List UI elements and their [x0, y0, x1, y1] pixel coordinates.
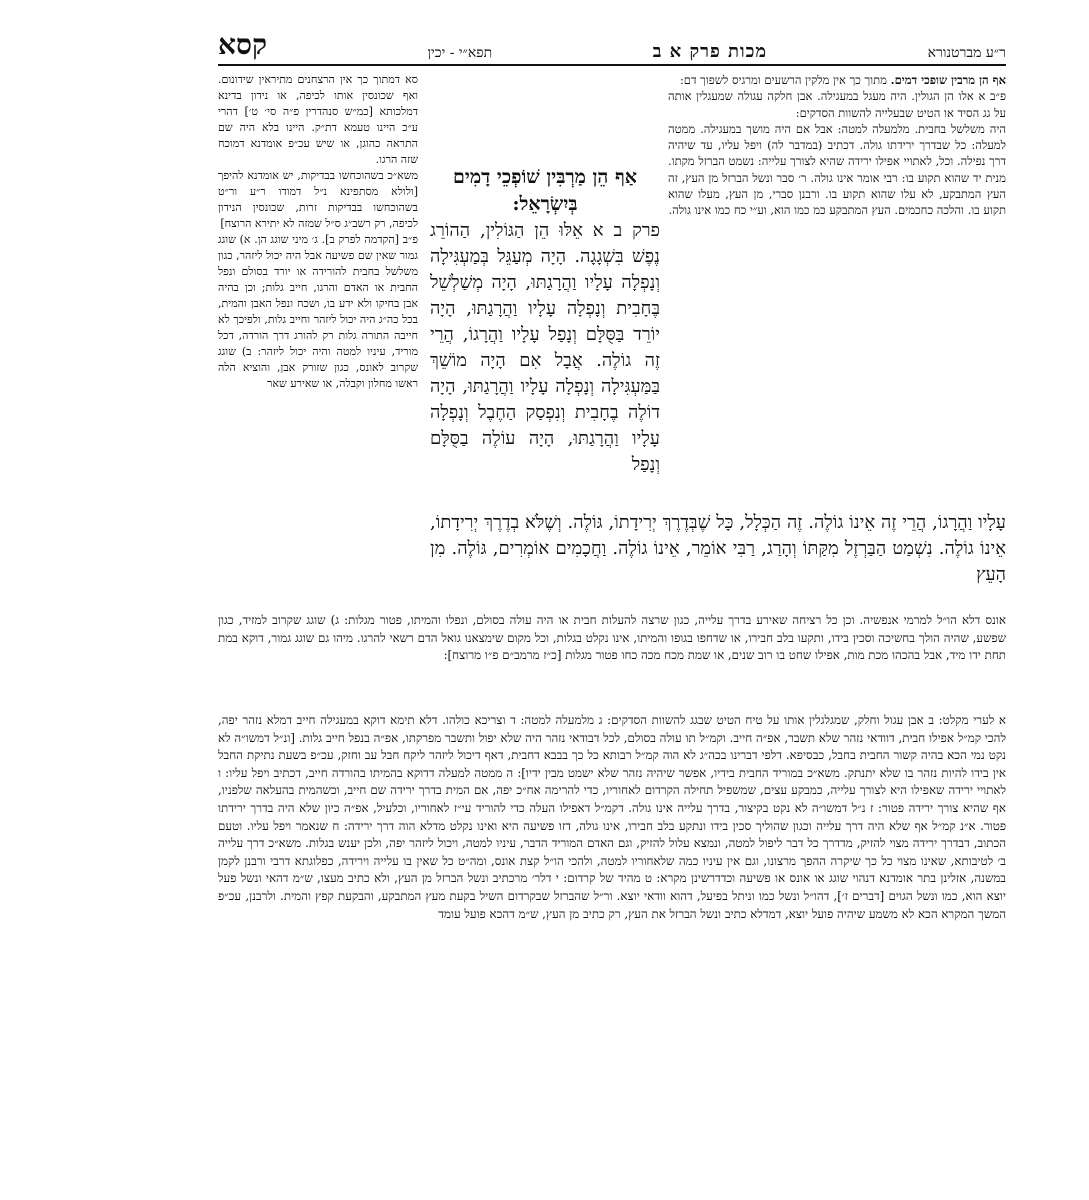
mishna-body: פרק ב א אֵלּוּ הֵן הַגּוֹלִין, הַהוֹרֵג נֶפֶשׁ בִּשְׁגָגָה. הָיָה מְעַגֵּל בְּמַעְגִּילָה וְנָפְלָה עָלָיו וַהֲרָגַתּוּ, הָיָה מְשַׁלְשֵׁל בֶּחָבִית וְנָפְלָה עָלָיו וַהֲרָגַתּוּ, הָיָה יוֹרֵד בַּסֻּלָּם וְנָפַל עָלָיו וַהֲרָגוֹ, הֲרֵי זֶה גוֹלֶה. אֲבָל אִם הָיָה מוֹשֵׁךְ בַּמַּעְגִּילָה וְנָפְלָה עָלָיו וַהֲרָגַתּוּ, הָיָה דוֹלֶה בֶחָבִית וְנִפְסַק הַחֶבֶל וְנָפְלָה עָלָיו וַהֲרָגַתּוּ, הָיָה עוֹלֶה בַסֻּלָּם וְנָפַל: [430, 220, 660, 475]
bartenura-column: [668, 72, 1006, 510]
header-date-line: תפא״י - יכין: [427, 45, 493, 61]
commentary-bottom-2: א לערי מקלט: ב אבן עגול וחלק, שמגלגלין אותו על טיח הטיט שבגג להשוות הסדקים: ג מלמעלה למטה: ד וצריכא כולהו. דלא תימא דוקא במעגילה חייב דמלא נזהר יפה, להכי קמ״ל אפילו חבית, דוודאי נזהר שלא תשבר, אפ״ה חייב. וקמ״ל תו עולה בסולם, לכל דבודאי נזהר היה שלא יפול ותשבר מפרקתו, אפ״ה בנפל חייב גלות. [ונ״ל דמשו״ה לא נקט נמי הכא בהיה קשור החבית בחבל, כבסיפא. דלפי דברינו בכה״ג לא הוה קמ״ל רבותא כל כך בבבא דחבית, דאף דיכול ליזהר ליקח חבל עב וחזק, עכ״פ בשעת נתיקת החבל אין בידו להיות נזהר בו שלא יתנתק. משא״כ במוריד החבית בידיו, אפשר שיהיה נזהר שלא ישמט מבין ידיו]: ה ממטה למעלה דדוקא בהמיתו בהורדה חייב, דכתיב ויפל עליו: ו לאתויי ירידה שאפילו היא לצורך עלייה, כמבקע עצים, שמשפיל תחילה הקרדום לאחוריו, כדי להרימה אח״כ יפה, אם המית בדרך ירידה שם חייב, וכשהמית בהעלאה שלפניו, אף שהיא צורך ירידה פטור: ז נ״ל דמשו״ה לא נקט בקיצור, בדרך עלייה אינו גולה. דקמ״ל דאפילו העלה כדי להוריד עי״ז לאחוריו, וכלעיל, אפ״ה כיון שלא היה בדרך ירידתו פטור. א״נ קמ״ל אף שלא היה דרך עלייה וכגון שהוליך סכין בידו ונתקע בלב חבירו, אינו גולה, דזו פשיעה היא ואינו נקלט מדלא הוה דרך ירידה: ח שנאמר ויפל עליו. וטעם הכתוב, דבדרך ירידה מצוי להזיק, מדדרך כל דבר ליפול למטה, ונמצא עלול להזיק, וגם האדם המוריד הדבר, עיניו למטה, ויכול ליזהר יפה, ולכן יענש בגלות. משא״כ דרך עלייה ב׳ לטיבותא, שאינו מצוי כל כך שיקרה ההפך מרצונו, וגם אין עיניו כמה שלאחוריו למטה, ולהכי הו״ל קצת אונס, ומה״ט כל שאין בו עלייה וירידה, כפלוגתא דרבי ורבנן לקמן במשנה, אזלינן בתר אומדנא דנהוי שוגג או אונס או פשיעה וכדדרשינן מקרא: ט מהיד של קרדום: י דלר׳ מרכתיב ונשל הברזל מן העץ, ולא כתיב מעצו, ש״מ דהאי ונשל פעל יוצא הוא, כמו ונשל הגוים [דברים ז׳], דהו״ל ונשל כמו וניתל בפיעל, דהוא וודאי יוצא. ור״ל שהברזל שבקרדום השיל בקעת מעץ המתבקע, והבקעת קפץ והמית. ולרבנן, עכ״פ המשך המקרא הכא לא משמע שיהיה פועל יוצא, דמדלא כתיב ונשל הברזל את העץ, רק כתיב מן העץ, ש״מ דהכא פועל עומד: [218, 713, 1006, 921]
header-tractate: מכות פרק א ב: [652, 41, 768, 62]
header-folio: קסא: [218, 28, 267, 61]
bartenura-lead: אף הן מרבין שופכי דמים.: [890, 73, 1006, 87]
mishna-title: אַף הֵן מַרְבִּין שׁוֹפְכֵי דָמִים בְּיִשְׂרָאֵל:: [452, 166, 637, 215]
bartenura-text: מתוך כך אין מלקין הרשעים ומרגיס לשפוך דם: פ״ב א אלו הן הגולין. היה מעגל במעגילה. אבן חלקה עגולה שמעגלין אותה על גג הסיד או הטיט שבעלייה להשוות הסדקים: היה משלשל בחבית. מלמעלה למטה: אבל אם היה מושך במעגילה. ממטה למעלה: כל שבדרך ירידתו גולה. דכתיב (במדבר לה) ויפל עליו, עד שיהיה דרך נפילה. וכל, לאתויי אפילו ירידה שהיא לצורך עלייה: נשמט הברזל מקתו. מנית יד שהוא תקוע בו: רבי אומר אינו גולה. ר׳ סבר ונשל הברזל מן העץ, זה העץ המתבקע, לא עלו שהוא תקוע בו. ורבנן סברי, מן העץ, מעלו שהוא תקוע בו. והלכה כחכמים. העץ המתבקע כמ כמו הוא, וע״י כח כמו אינו גולה.: [668, 73, 1006, 218]
mishna-continued: עָלָיו וַהֲרָגוֹ, הֲרֵי זֶה אֵינוֹ גוֹלֶה. זֶה הַכְּלָל, כָּל שֶׁבְּדֶרֶךְ יְרִידָתוֹ, גּוֹלֶה. וְשֶׁלֹּא בְדֶרֶךְ יְרִידָתוֹ, אֵינוֹ גוֹלֶה. נִשְׁמַט הַבַּרְזֶל מִקַּתּוֹ וְהָרַג, רַבִּי אוֹמֵר, אֵינוֹ גוֹלֶה. וַחֲכָמִים אוֹמְרִים, גּוֹלֶה. מִן הָעֵץ: [430, 512, 1006, 585]
page-header: [218, 30, 1006, 62]
tiferet-column: סא דמתוך כך אין הרצחנים מתיראין שידונום. ואף שכונסין אותו לכיפה, או נידון בדינא דמלכותא [כמ״ש סנהדרין פ״ה סי׳ ט׳] דהרי ע״כ היינו טעמא דת״ק. היינו בלא היה שם התראה כהוגן, או שיש עכ״פ אומדנא דמוכח שזה הרגו. משא״כ בשהוכחשו בבדיקות, יש אומדנא להיפך [ולולא מסתפינא נ״ל דמודו ר״ע ור״ט בשהוכחשו בבדיקות זרות, שכונסין הנידון לכיפה, רק רשב״ג ס״ל שמזה לא יתירא הרוצח] פ״ב [הקדמה לפרק ב]. ג׳ מיני שוגג הן. א) שוגג גמור שאין שם פשיעה אבל היה יכול ליזהר, כגון משלשל בחבית להורידה או יורד בסולם ונפל החבית או האדם והרגו, חייב גלות; וכן בהיה אבן בחיקו ולא ידע בו, ושכח ונפל האבן והמית, בכל כה״ג היה יכול ליזהר וחייב גלות, ולפיכך לא חייבה התורה גלות רק להורג דרך הורדה, דכל מוריד, עיניו למטה והיה יכול ליזהר: ב) שוגג שקרוב לאונס, כגון שזורק אבן, והוציא הלה ראשו מחלון וקבלה, או שאירע שאר: [218, 73, 418, 390]
header-commentary: ר״ע מברטנורא: [927, 45, 1006, 61]
header-rule: [218, 64, 1006, 66]
commentary-bottom-1: אונס דלא הו״ל למרמי אנפשיה. וכן כל רציחה שאירע בדרך עלייה, כגון שרצה להעלות חבית או היה עולה בסולם, ונפלו והמיתו, פטור מגלות: ג) שוגג שקרוב למזיד, כגון שפשע, שהיה הולך בחשיכה וסכין בידו, ותקעו בלב חבירו, או שדחפו בגופו והמיתו, אינו נקלט בגלות, וכל מקום שימצאנו גואל הדם רשאי להרגו. מיהו גם שוגג גמור, דוקא במת תחת ידו מיד, אבל בהכהו מכת מות, אפילו שחט בו רוב שנים, או שמת מכח מכה כחו פטור מגלות [כ״ז מרמב״ם פ״ו מרוצח]:: [218, 613, 1006, 663]
